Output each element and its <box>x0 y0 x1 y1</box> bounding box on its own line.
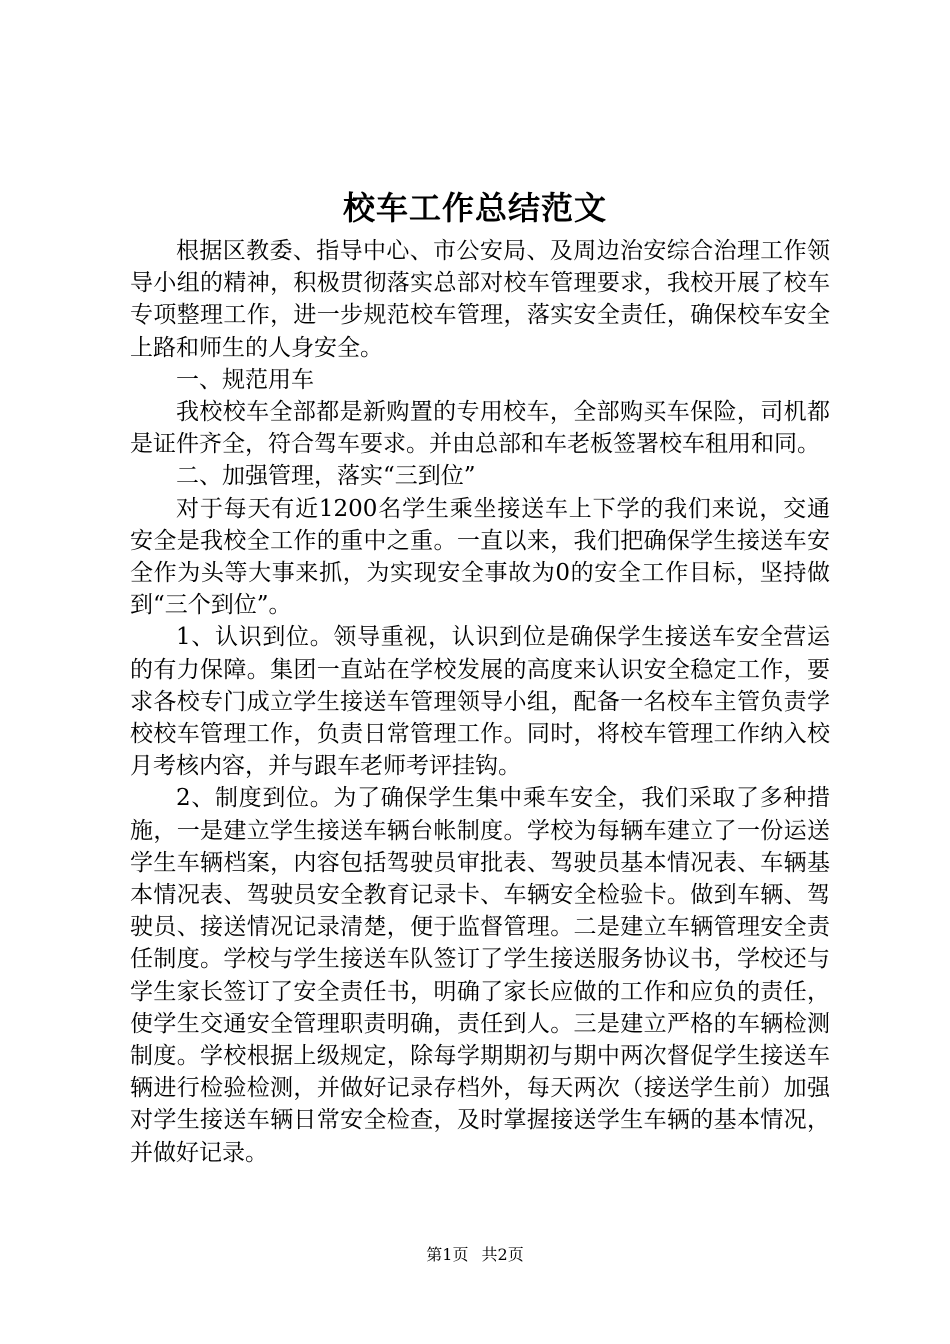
page-number-current: 第1页 <box>426 1245 469 1264</box>
paragraph-intro: 根据区教委、指导中心、市公安局、及周边治安综合治理工作领导小组的精神，积极贯彻落实总部对校车管理要求，我校开展了校车专项整理工作，进一步规范校车管理，落实安全责任，确保校车安全上路和师生的人身安全。 <box>130 238 830 361</box>
document-body <box>130 235 830 1169</box>
page-footer <box>0 1244 950 1266</box>
page-number-total: 共2页 <box>481 1245 524 1264</box>
section-heading-2: 二、加强管理，落实“三到位” <box>176 463 476 490</box>
paragraph-safety: 对于每天有近1200名学生乘坐接送车上下学的我们来说，交通安全是我校全工作的重中之重。一直以来，我们把确保学生接送车安全作为头等大事来抓，为实现安全事故为0的安全工作目标，坚持做到“三个到位”。 <box>130 495 830 619</box>
paragraph-vehicles: 我校校车全部都是新购置的专用校车，全部购买车保险，司机都是证件齐全，符合驾车要求。并由总部和车老板签署校车租用和同。 <box>130 399 830 458</box>
paragraph-system: 2、制度到位。为了确保学生集中乘车安全，我们采取了多种措施，一是建立学生接送车辆台帐制度。学校为每辆车建立了一份运送学生车辆档案，内容包括驾驶员审批表、驾驶员基本情况表、车辆基本情况表、驾驶员安全教育记录卡、车辆安全检验卡。做到车辆、驾驶员、接送情况记录清楚，便于监督管理。二是建立车辆管理安全责任制度。学校与学生接送车队签订了学生接送服务协议书，学校还与学生家长签订了安全责任书，明确了家长应做的工作和应负的责任，使学生交通安全管理职责明确，责任到人。三是建立严格的车辆检测制度。学校根据上级规定，除每学期期初与期中两次督促学生接送车辆进行检验检测，并做好记录存档外，每天两次（接送学生前）加强对学生接送车辆日常安全检查，及时掌握接送学生车辆的基本情况，并做好记录。 <box>130 785 830 1166</box>
paragraph-awareness: 1、认识到位。领导重视，认识到位是确保学生接送车安全营运的有力保障。集团一直站在学校发展的高度来认识安全稳定工作，要求各校专门成立学生接送车管理领导小组，配备一名校车主管负责学校校车管理工作，负责日常管理工作。同时，将校车管理工作纳入校月考核内容，并与跟车老师考评挂钩。 <box>130 624 830 780</box>
section-heading-1: 一、规范用车 <box>176 366 314 393</box>
document-title: 校车工作总结范文 <box>342 189 607 227</box>
